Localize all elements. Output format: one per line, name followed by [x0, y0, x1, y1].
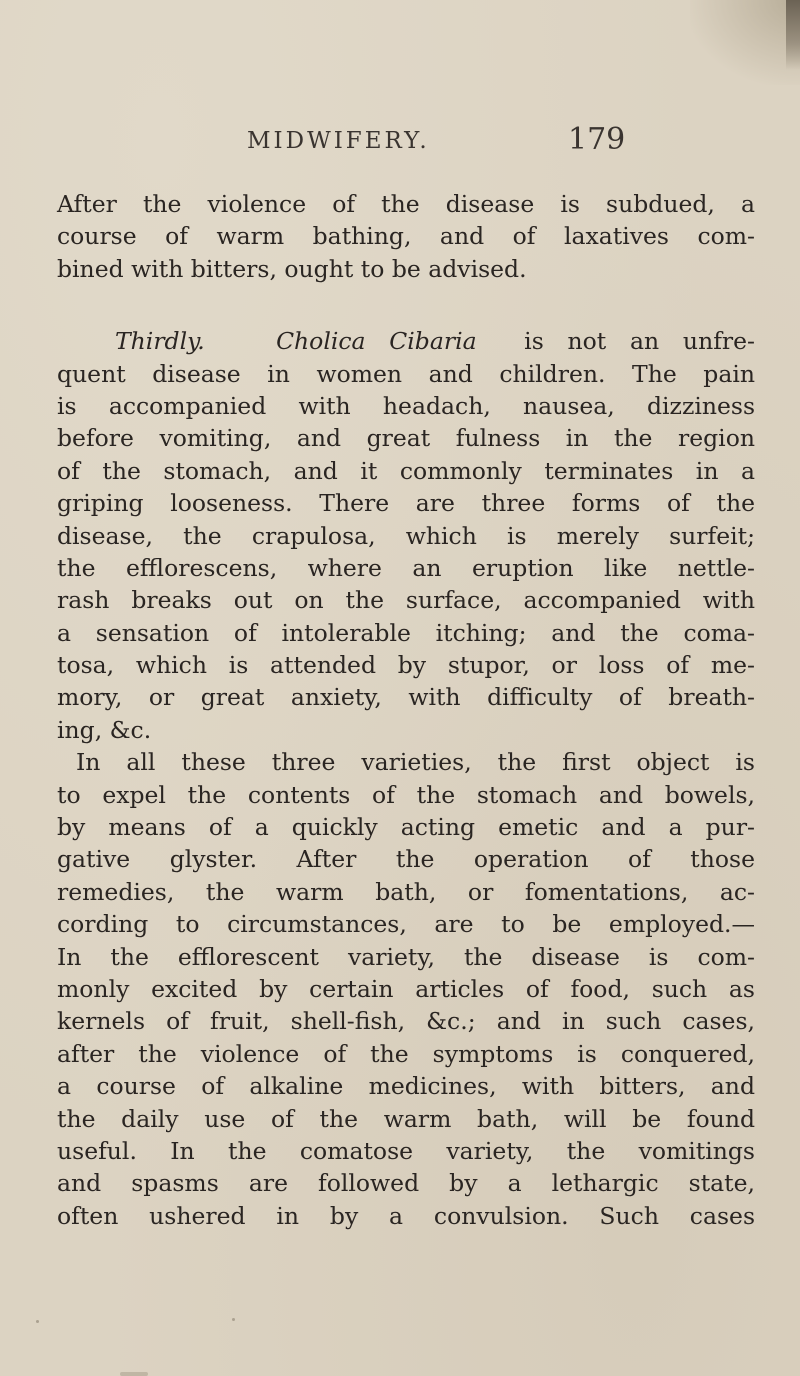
text-line: rash breaks out on the surface, accompanied with	[57, 586, 755, 615]
running-title: MIDWIFERY.	[247, 128, 430, 154]
page-header	[0, 122, 800, 168]
text-line: and spasms are followed by a lethargic state,	[57, 1169, 755, 1198]
paper-speck	[36, 1320, 39, 1323]
text-line: griping looseness. There are three forms of the	[57, 489, 755, 518]
text-line: monly excited by certain articles of food, such as	[57, 974, 755, 1003]
lead-term: Cholica Cibaria	[276, 327, 477, 356]
text-line: useful. In the comatose variety, the vomitings	[57, 1136, 755, 1165]
page-corner-stain	[690, 0, 800, 85]
page-corner-edge	[786, 0, 800, 70]
text-line: gative glyster. After the operation of those	[57, 845, 755, 874]
text-line: In the efflorescent variety, the disease is com-	[57, 942, 755, 971]
text-line: ing, &c.	[57, 715, 152, 744]
paragraph-1	[57, 188, 755, 285]
text-line: remedies, the warm bath, or fomentations, ac-	[57, 877, 755, 906]
text-line: disease, the crapulosa, which is merely surfeit;	[57, 521, 755, 550]
text-line: In all these three varieties, the first object is	[76, 748, 755, 777]
text-line: quent disease in women and children. The pain	[57, 359, 755, 388]
text-line: before vomiting, and great fulness in the region	[57, 424, 755, 453]
paragraph-3	[57, 746, 755, 1232]
text-line: cording to circumstances, are to be employed.—	[57, 910, 755, 939]
text-line: the efflorescens, where an eruption like nettle-	[57, 553, 755, 582]
body-text	[57, 188, 755, 1232]
text-line: the daily use of the warm bath, will be found	[57, 1104, 755, 1133]
text-line: of the stomach, and it commonly terminates in a	[57, 456, 755, 485]
paragraph-2	[57, 325, 755, 746]
text-line-lead	[57, 325, 755, 357]
paragraph-gap	[57, 285, 755, 325]
text-line: after the violence of the symptoms is conquered,	[57, 1039, 755, 1068]
text-line: mory, or great anxiety, with difficulty of breath-	[57, 683, 755, 712]
text-line: After the violence of the disease is subdued, a	[57, 190, 755, 218]
text-line: a course of alkaline medicines, with bitters, and	[57, 1072, 755, 1101]
lead-word: Thirdly.	[115, 327, 205, 356]
text-line: bined with bitters, ought to be advised.	[57, 254, 527, 283]
text-line: kernels of fruit, shell-fish, &c.; and in such cases,	[57, 1007, 755, 1036]
text-line: tosa, which is attended by stupor, or loss of me-	[57, 651, 755, 680]
text-line: to expel the contents of the stomach and bowels,	[57, 780, 755, 809]
lead-rest: is not an unfre-	[524, 327, 755, 356]
text-line: is accompanied with headach, nausea, dizziness	[57, 391, 755, 420]
text-line: a sensation of intolerable itching; and the coma-	[57, 618, 755, 647]
text-line: often ushered in by a convulsion. Such cases	[57, 1201, 755, 1230]
text-line: by means of a quickly acting emetic and a pur-	[57, 813, 755, 842]
paper-speck	[120, 1372, 148, 1376]
page-number: 179	[568, 122, 626, 157]
paper-speck	[232, 1318, 235, 1321]
text-line: course of warm bathing, and of laxatives com-	[57, 222, 755, 251]
